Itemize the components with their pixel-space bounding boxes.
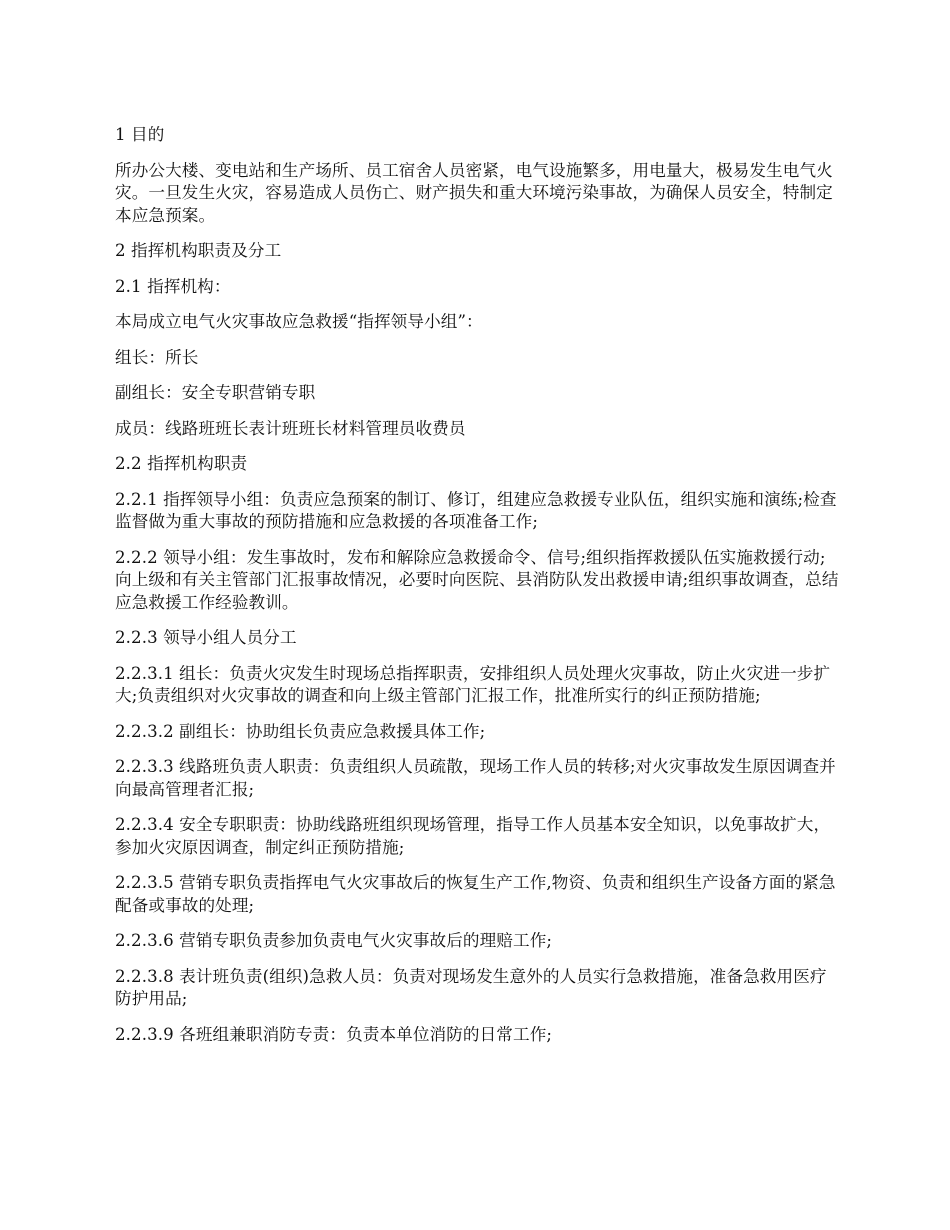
paragraph-2-2-2: 2.2.2 领导小组：发生事故时，发布和解除应急救援命令、信号;组织指挥救援队伍实施救援行动;向上级和有关主管部门汇报事故情况，必要时向医院、县消防队发出救援申请;组织事故调查，总结应急救援工作经验教训。 bbox=[115, 547, 839, 612]
paragraph-2-2-3-8: 2.2.3.8 表计班负责(组织)急救人员：负责对现场发生意外的人员实行急救措施，准备急救用医疗防护用品; bbox=[115, 966, 827, 1008]
paragraph-2-2-1: 2.2.1 指挥领导小组：负责应急预案的制订、修订，组建应急救援专业队伍，组织实施和演练;检查监督做为重大事故的预防措施和应急救援的各项准备工作; bbox=[115, 489, 837, 531]
paragraph-2-2-3-1: 2.2.3.1 组长：负责火灾发生时现场总指挥职责，安排组织人员处理火灾事故，防止火灾进一步扩大;负责组织对火灾事故的调查和向上级主管部门汇报工作，批准所实行的纠正预防措施; bbox=[115, 663, 831, 705]
paragraph-2-2-3-6: 2.2.3.6 营销专职负责参加负责电气火灾事故后的理赔工作; bbox=[115, 931, 553, 950]
subsection-heading-2-2: 2.2 指挥机构职责 bbox=[115, 454, 248, 473]
paragraph-2-2-3-9: 2.2.3.9 各班组兼职消防专责：负责本单位消防的日常工作; bbox=[115, 1024, 553, 1044]
paragraph-2-2-3-3: 2.2.3.3 线路班负责人职责：负责组织人员疏散，现场工作人员的转移;对火灾事故发生原因调查并向最高管理者汇报; bbox=[115, 757, 836, 799]
paragraph-purpose-text: 所办公大楼、变电站和生产场所、员工宿舍人员密紧，电气设施繁多，用电量大，极易发生电气火灾。一旦发生火灾，容易造成人员伤亡、财产损失和重大环境污染事故，为确保人员安全，特制定本应急预案。 bbox=[115, 160, 833, 225]
paragraph-deputy-leader: 副组长：安全专职营销专职 bbox=[115, 383, 316, 402]
paragraph-2-2-3-4: 2.2.3.4 安全专职职责：协助线路班组织现场管理，指导工作人员基本安全知识，以免事故扩大，参加火灾原因调查，制定纠正预防措施; bbox=[115, 815, 831, 857]
section-heading-command: 2 指挥机构职责及分工 bbox=[115, 241, 282, 260]
paragraph-leading-group: 本局成立电气火灾事故应急救援“指挥领导小组”： bbox=[115, 312, 483, 331]
paragraph-group-leader: 组长：所长 bbox=[115, 347, 199, 367]
section-heading-purpose: 1 目的 bbox=[115, 125, 165, 144]
paragraph-2-2-3-5: 2.2.3.5 营销专职负责指挥电气火灾事故后的恢复生产工作,物资、负责和组织生产设备方面的紧急配备或事故的处理; bbox=[115, 873, 836, 915]
subsection-heading-2-2-3: 2.2.3 领导小组人员分工 bbox=[115, 628, 297, 647]
paragraph-2-2-3-2: 2.2.3.2 副组长：协助组长负责应急救援具体工作; bbox=[115, 721, 486, 741]
subsection-heading-2-1: 2.1 指挥机构： bbox=[115, 276, 231, 296]
paragraph-members: 成员：线路班班长表计班班长材料管理员收费员 bbox=[115, 418, 466, 438]
document-body bbox=[115, 124, 840, 1059]
